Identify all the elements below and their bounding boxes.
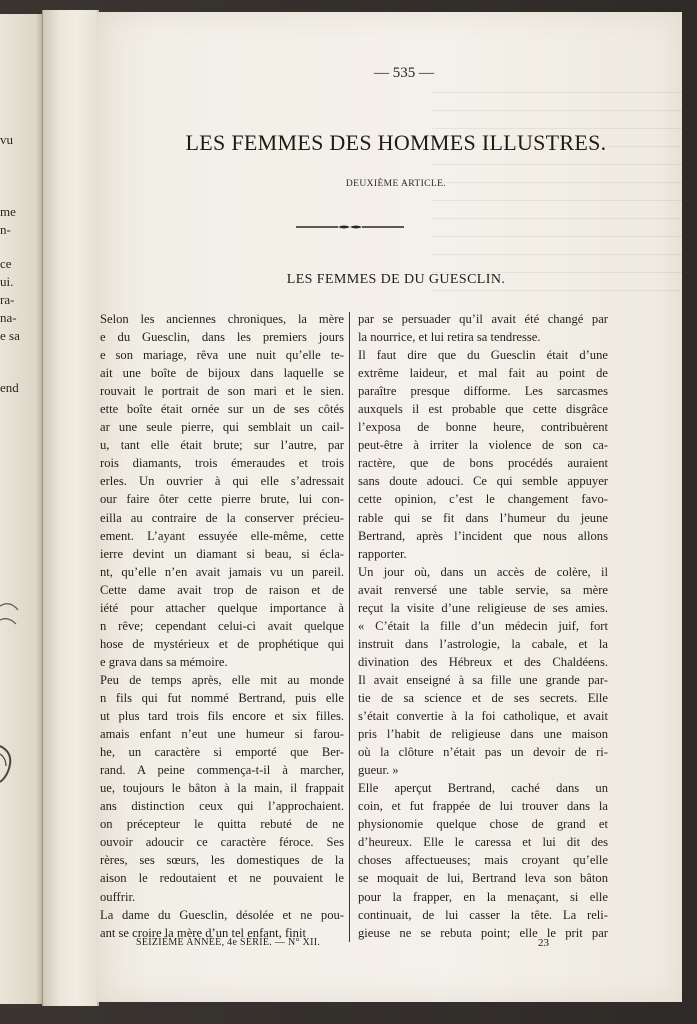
title-ornament-icon (296, 224, 404, 230)
text-line: ans distinction ceux qui l’approchaient. (100, 799, 344, 814)
left-page-fragment: e sa (0, 328, 20, 343)
text-line: ar une seule pierre, qui semblait un cail- (100, 420, 344, 435)
text-line: avait renversé une table servie, sa mère (358, 582, 608, 597)
left-page-fragment: na- (0, 310, 17, 325)
text-line: ouvoir adoucir ce caractère féroce. Ses (100, 835, 344, 850)
text-line: n fils qui fut nommé Bertrand, puis elle (100, 690, 344, 705)
text-column-right (358, 310, 608, 942)
text-line: rapporter. (358, 546, 407, 561)
text-column-left (100, 310, 344, 942)
page-gutter (42, 10, 99, 1006)
text-line: ouffrir. (100, 889, 136, 904)
text-line: cette opinion, c’est le changement favo- (358, 492, 608, 507)
text-line: ue, toujours le bâton à la main, il frappait (100, 781, 344, 796)
text-line: physionomie quelque chose de grand et (358, 817, 608, 832)
journal-page (96, 12, 682, 1002)
text-line: pris l’habit de religieuse dans une maison (358, 727, 608, 742)
text-line: erles. Un ouvrier à qui elle s’adressait (100, 474, 344, 489)
left-page-fragment: ui. (0, 274, 14, 289)
text-line: auxquels il est probable que cette disgrâce (358, 402, 608, 417)
text-line: nt, qu’elle n’en avait jamais vu un pareil. (100, 564, 344, 579)
text-line: rable qui se fit dans l’humeur du jeune (358, 510, 608, 525)
footer-signature: SEIZIÈME ANNÉE, 4e SÉRIE. — N° XII. (136, 937, 321, 948)
text-line: d’heureux. Elle le caressa et lui dit des (358, 835, 608, 850)
text-line: choses affectueuses; mais croyant qu’elle (358, 853, 608, 868)
text-line: coin, et fut frappée de lui trouver dans la (358, 799, 608, 814)
text-line: ait une boîte de bijoux dans laquelle se (100, 366, 344, 381)
text-line: ierre devint un diamant si beau, si écla- (100, 546, 344, 561)
left-page-edge (0, 14, 43, 1004)
left-page-ornament-icon (0, 738, 20, 788)
left-page-fragment: ce (0, 256, 12, 271)
text-line: gieuse ne se rebuta point; elle le prit par (358, 925, 608, 940)
text-line: aison le redoutaient et ne pouvaient le (100, 871, 344, 886)
text-line: continuait, de lui casser la tête. La reli- (358, 907, 608, 922)
left-page-fragment: end (0, 380, 19, 395)
text-line: ette boîte était ornée sur un de ses côtés (100, 402, 344, 417)
text-line: par se persuader qu’il avait été changé par (358, 312, 608, 326)
text-line: peut-être à irriter la violence de son ca- (358, 438, 608, 453)
text-line: où la clôture n’était pas un devoir de ri- (358, 745, 608, 760)
text-line: ut plus tard trois fils encore et six filles. (100, 709, 344, 724)
left-page-fragment: ra- (0, 292, 15, 307)
text-line: amais enfant n’eut une humeur si farou- (100, 727, 344, 742)
text-line: extrême laideur, et mal fait au point de (358, 366, 608, 381)
text-line: l’exposa de bonne heure, contribuèrent (358, 420, 608, 435)
text-line: tie de sa science et de ses secrets. Elle (358, 690, 608, 705)
text-line: Un jour où, dans un accès de colère, il (358, 564, 608, 579)
text-line: Bertrand, après l’incident que nous allons (358, 528, 608, 543)
text-line: e grava dans sa mémoire. (100, 654, 228, 669)
text-line: rand. A peine commença-t-il à marcher, (100, 763, 344, 778)
text-line: paraître presque difforme. Les sarcasmes (358, 384, 608, 399)
text-line: our faire ôter cette pierre brute, lui con- (100, 492, 344, 507)
text-line: iété pour attacher quelque importance à (100, 600, 344, 615)
text-line: Selon les anciennes chroniques, la mère (100, 312, 344, 326)
section-title: LES FEMMES DE DU GUESCLIN. (286, 272, 506, 287)
text-line: he, un caractère si emporté que Ber- (100, 745, 344, 760)
text-line: sans doute adouci. Ce qui semble appuyer (358, 474, 608, 489)
text-line: eilla au contraire de la conserver précieu- (100, 510, 344, 525)
text-line: rères, ses sœurs, les domestiques de la (100, 853, 344, 868)
text-line: n rêve; cependant celui-ci avait quelque (100, 618, 344, 633)
left-page-ornament-icon (0, 596, 20, 636)
text-line: u, tant elle était brute; sur l’autre, par (100, 438, 344, 453)
text-line: la nourrice, et lui retira sa tendresse. (358, 330, 541, 345)
text-line: s’était convertie à la foi catholique, et avait (358, 709, 608, 724)
text-line: ractère, que de bons procédés auraient (358, 456, 608, 471)
text-line: rouvait le portrait de son mari et le sien. (100, 384, 344, 399)
page-number: — 535 — (374, 65, 434, 81)
article-label: DEUXIÈME ARTICLE. (345, 179, 447, 189)
text-line: instruit dans l’astrologie, la cabale, et la (358, 636, 608, 651)
text-line: Cette dame avait trop de raison et de (100, 582, 344, 597)
left-page-fragment: vu (0, 132, 13, 147)
text-line: gueur. » (358, 763, 399, 778)
text-line: ant se croire la mère d’un tel enfant, finit (100, 925, 306, 940)
text-line: e du Guesclin, dans les premiers jours (100, 330, 344, 345)
text-line: pour la frapper, en la menaçant, si elle (358, 889, 608, 904)
text-line: « C’était la fille d’un médecin juif, fort (358, 618, 608, 633)
text-line: on précepteur le quitta rebuté de ne (100, 817, 344, 832)
page-title: LES FEMMES DES HOMMES ILLUSTRES. (185, 130, 607, 155)
text-line: Elle aperçut Bertrand, caché dans un (358, 781, 608, 796)
text-line: Il faut dire que du Guesclin était d’une (358, 348, 608, 363)
left-page-fragment: n- (0, 222, 11, 237)
left-page-fragment: me (0, 204, 16, 219)
text-line: hose de mystérieux et de prophétique qui (100, 636, 344, 651)
text-line: reçut la visite d’une religieuse de ses amies. (358, 600, 608, 615)
text-line: e son mariage, rêva une nuit qu’elle te- (100, 348, 344, 363)
text-line: Peu de temps après, elle mit au monde (100, 672, 344, 687)
text-line: divination des Hébreux et des Chaldéens. (358, 654, 608, 669)
text-line: rois diamants, trois émeraudes et trois (100, 456, 344, 471)
column-divider (349, 312, 350, 942)
text-line: se moquait de lui, Bertrand leva son bâton (358, 871, 608, 886)
footer-sheet-number: 23 (538, 937, 549, 949)
text-line: La dame du Guesclin, désolée et ne pou- (100, 907, 344, 922)
text-line: Il avait enseigné à sa fille une grande par- (358, 672, 608, 687)
show-through (432, 92, 682, 292)
text-line: ement. L’ayant essuyée elle-même, cette (100, 528, 344, 543)
